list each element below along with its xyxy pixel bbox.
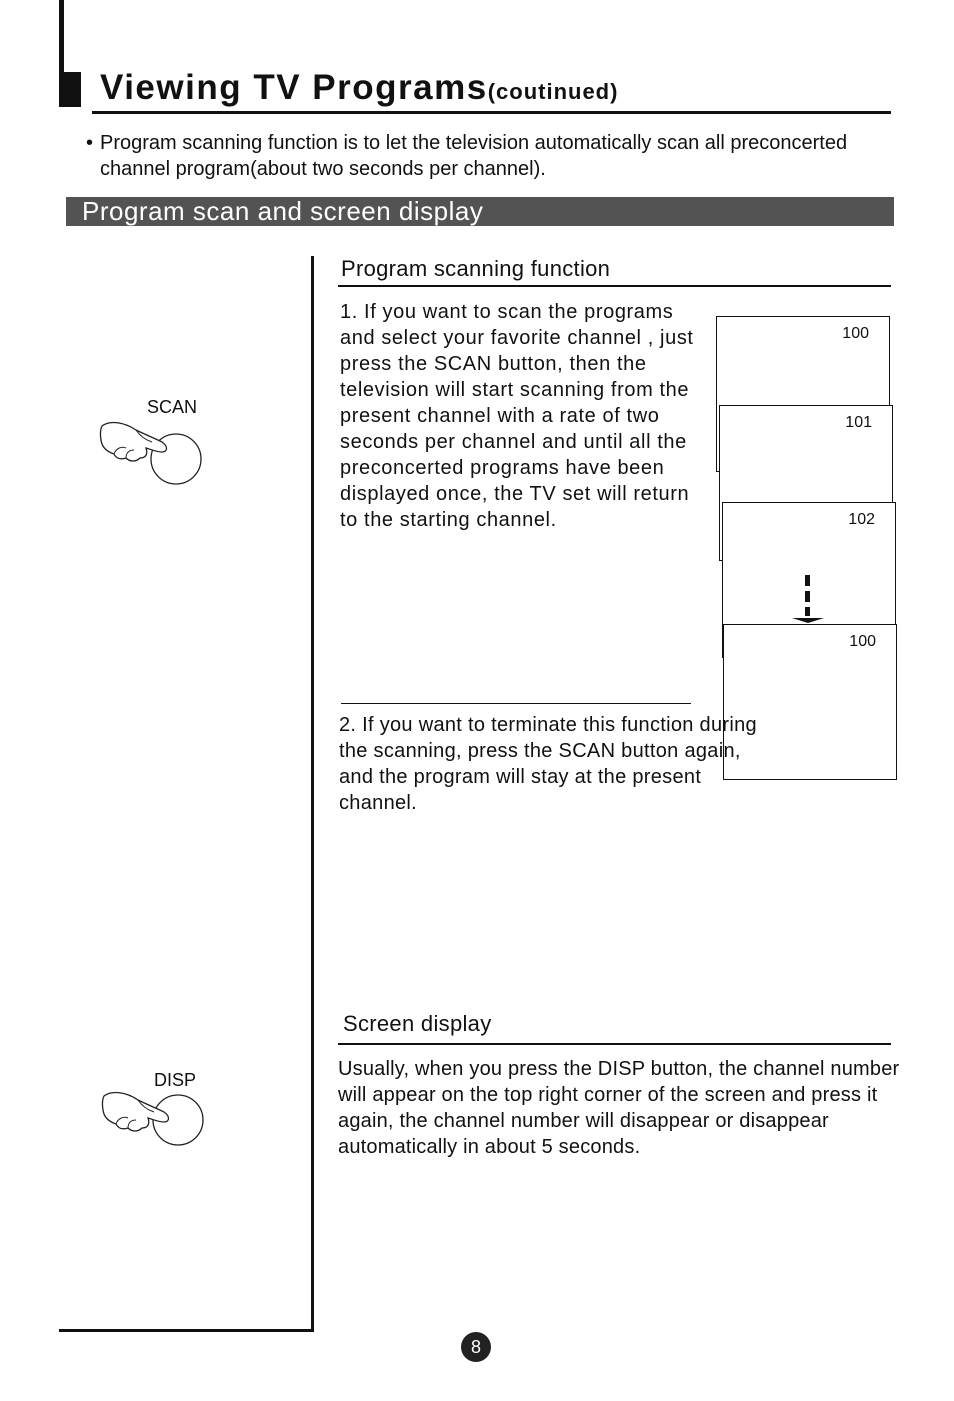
intro-paragraph [86, 130, 876, 182]
disp-button-press-icon [98, 1090, 210, 1152]
display-heading-rule [338, 1043, 891, 1045]
column-divider [311, 256, 314, 1331]
step-separator-rule [341, 703, 691, 704]
section-title: Program scan and screen display [82, 196, 484, 226]
scan-button-press-icon [96, 418, 208, 488]
dashed-down-arrow-icon [790, 573, 826, 625]
scan-button-label: SCAN [147, 397, 198, 417]
channel-number: 100 [842, 325, 869, 342]
page-title-suffix: (coutinued) [487, 79, 619, 104]
disp-button-label: DISP [154, 1070, 197, 1090]
channel-number: 100 [849, 633, 876, 650]
bottom-rule [59, 1329, 314, 1332]
page-number: 8 [461, 1332, 491, 1362]
page-title-main: Viewing TV Programs [100, 68, 488, 107]
scanning-step-2: 2. If you want to terminate this function during the scanning, press the SCAN button again, and the program will stay at the present channel. [339, 714, 757, 814]
display-heading: Screen display [343, 1011, 492, 1036]
display-text: Usually, when you press the DISP button, the channel number will appear on the top right corner of the screen and press it again, the channel number will disappear or disappear automatically in about 5 seconds. [338, 1058, 900, 1158]
scanning-step-1: 1. If you want to scan the programs and select your favorite channel , just press the SCAN button, then the television will start scanning from the present channel with a rate of two seconds per channel and until all the preconcerted programs have been displayed once, the TV set will return to the starting channel. [340, 301, 694, 531]
channel-number: 102 [848, 511, 875, 528]
intro-bullet: • [86, 132, 94, 154]
intro-text: Program scanning function is to let the television automatically scan all preconcerted channel program(about two seconds per channel). [100, 132, 848, 180]
channel-number: 101 [845, 414, 872, 431]
title-underline [92, 111, 891, 114]
page-title [100, 68, 618, 108]
section-header-bar [66, 197, 894, 226]
title-marker-block [59, 72, 81, 107]
left-margin-bar [59, 0, 64, 72]
scanning-heading: Program scanning function [341, 256, 611, 281]
scanning-heading-rule [338, 285, 891, 287]
